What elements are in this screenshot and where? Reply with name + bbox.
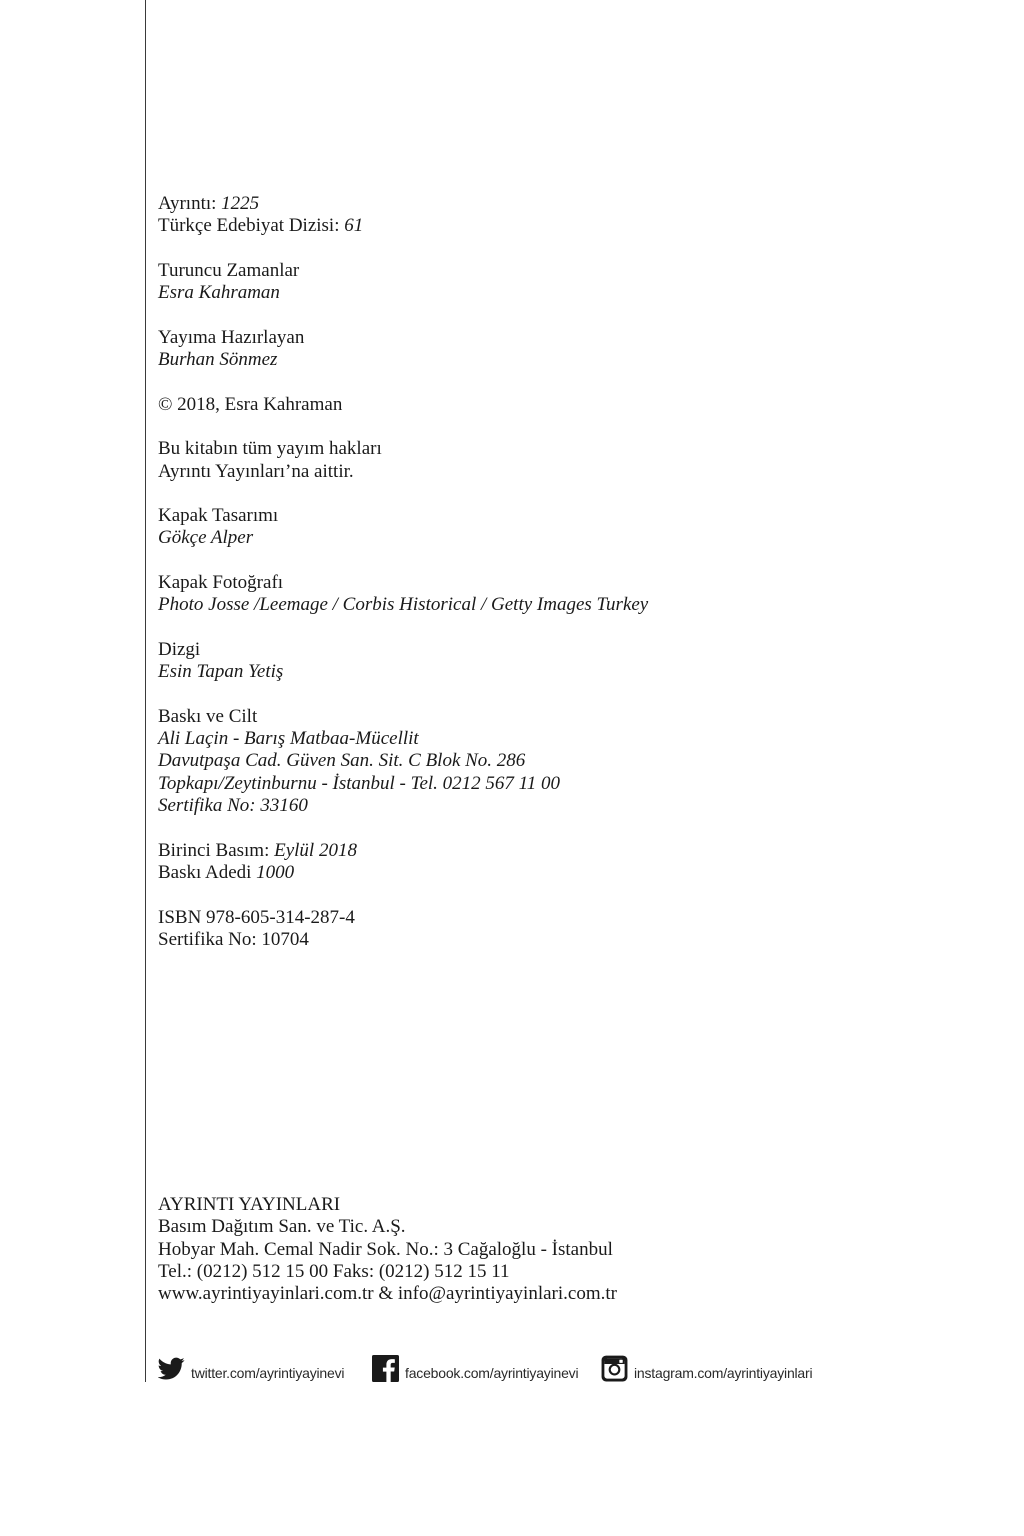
cover-design-name: Gökçe Alper <box>158 527 254 549</box>
publisher-address: Hobyar Mah. Cemal Nadir Sok. No.: 3 Cağaloğlu - İstanbul <box>158 1238 613 1260</box>
facebook-icon <box>372 1355 399 1382</box>
first-edition-date: Eylül 2018 <box>274 839 357 861</box>
print-run-line <box>158 862 918 884</box>
social-links <box>158 1352 878 1382</box>
book-info <box>158 260 918 305</box>
publisher-phone: Tel.: (0212) 512 15 00 Faks: (0212) 512 15 11 <box>158 1260 510 1282</box>
series-number: 1225 <box>221 193 260 214</box>
rights-line-2: Ayrıntı Yayınları’na aittir. <box>158 460 354 482</box>
isbn-info <box>158 907 918 952</box>
subseries-line <box>158 215 918 237</box>
editor-label: Yayıma Hazırlayan <box>158 326 305 348</box>
printer-certificate: Sertifika No: 33160 <box>158 795 308 817</box>
instagram-url: instagram.com/ayrintiyayinlari <box>634 1365 813 1381</box>
copyright-info <box>158 394 918 416</box>
book-title: Turuncu Zamanlar <box>158 259 300 281</box>
printing-label: Baskı ve Cilt <box>158 705 258 727</box>
cover-design-label: Kapak Tasarımı <box>158 505 279 527</box>
facebook-link[interactable] <box>372 1352 578 1382</box>
instagram-icon <box>601 1355 628 1382</box>
rights-line-1: Bu kitabın tüm yayım hakları <box>158 438 382 460</box>
typesetting-label: Dizgi <box>158 638 201 660</box>
publisher-certificate: Sertifika No: 10704 <box>158 928 309 950</box>
first-edition-label: Birinci Basım: <box>158 839 275 861</box>
printer-district: Topkapı/Zeytinburnu - İstanbul - Tel. 0212 567 11 00 <box>158 772 561 794</box>
book-author: Esra Kahraman <box>158 282 280 304</box>
first-edition-line <box>158 840 918 862</box>
cover-photo-info <box>158 572 918 617</box>
editor-info <box>158 327 918 372</box>
publisher-name: AYRINTI YAYINLARI <box>158 1194 341 1215</box>
cover-design-info <box>158 505 918 550</box>
publisher-web: www.ayrintiyayinlari.com.tr & info@ayrintiyayinlari.com.tr <box>158 1283 617 1305</box>
series-info <box>158 193 918 238</box>
printing-info <box>158 706 918 817</box>
typesetting-name: Esin Tapan Yetiş <box>158 661 284 683</box>
series-line <box>158 193 918 215</box>
rights-info <box>158 438 918 483</box>
facebook-url: facebook.com/ayrintiyayinevi <box>405 1365 579 1381</box>
instagram-link[interactable] <box>601 1352 812 1382</box>
publisher-company: Basım Dağıtım San. ve Tic. A.Ş. <box>158 1216 406 1238</box>
cover-photo-label: Kapak Fotoğrafı <box>158 572 284 594</box>
print-run-label: Baskı Adedi <box>158 861 257 883</box>
twitter-bird-icon <box>158 1355 185 1382</box>
page-margin-line <box>145 0 146 1382</box>
isbn-number: ISBN 978-605-314-287-4 <box>158 906 355 928</box>
series-label: Ayrıntı: <box>158 193 222 214</box>
twitter-link[interactable] <box>158 1352 344 1382</box>
printer-name: Ali Laçin - Barış Matbaa-Mücellit <box>158 728 419 750</box>
subseries-number: 61 <box>344 215 364 237</box>
cover-photo-credit: Photo Josse /Leemage / Corbis Historical / Getty Images Turkey <box>158 594 649 616</box>
colophon <box>158 193 918 973</box>
twitter-url: twitter.com/ayrintiyayinevi <box>191 1365 345 1381</box>
editor-name: Burhan Sönmez <box>158 349 278 371</box>
edition-info <box>158 840 918 885</box>
publisher-info <box>158 1194 918 1305</box>
printer-address: Davutpaşa Cad. Güven San. Sit. C Blok No. 286 <box>158 750 526 772</box>
print-run-count: 1000 <box>256 861 295 883</box>
subseries-label: Türkçe Edebiyat Dizisi: <box>158 215 345 237</box>
typesetting-info <box>158 639 918 684</box>
copyright-line: © 2018, Esra Kahraman <box>158 393 343 415</box>
